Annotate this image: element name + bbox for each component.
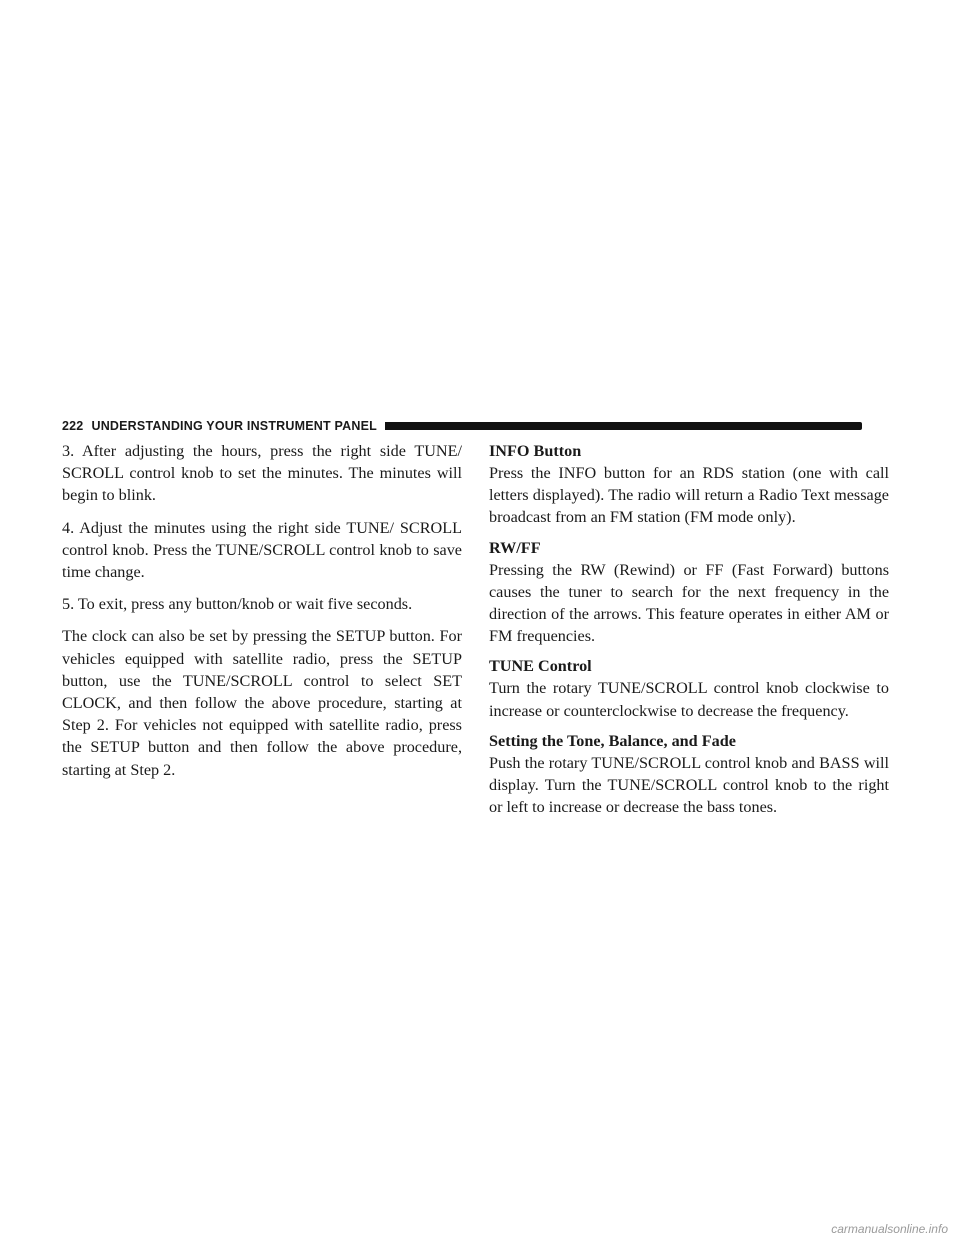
info-button-section (489, 440, 889, 529)
left-column (62, 440, 462, 791)
page-header (62, 417, 862, 435)
page-number: 222 (62, 419, 84, 433)
header-rule (385, 422, 862, 430)
step-3-paragraph: 3. After adjusting the hours, press the right side TUNE/ SCROLL control knob to set the minutes. The minutes will begin to blink. (62, 442, 462, 505)
step-4-paragraph: 4. Adjust the minutes using the right side TUNE/ SCROLL control knob. Press the TUNE/SCROLL control knob to save time change. (62, 518, 462, 582)
section-text: Push the rotary TUNE/SCROLL control knob and BASS will display. Turn the TUNE/SCROLL control knob to the right or left to increase or decrease the bass tones. (489, 753, 889, 817)
section-heading: Setting the Tone, Balance, and Fade (489, 731, 736, 750)
section-heading: RW/FF (489, 538, 541, 557)
section-text: Pressing the RW (Rewind) or FF (Fast Forward) buttons causes the tuner to search for the next frequency in the direction of the arrows. This feature operates in either AM or FM frequencies. (489, 560, 889, 646)
section-text: Turn the rotary TUNE/SCROLL control knob clockwise to increase or counterclockwise to decrease the frequency. (489, 679, 889, 720)
watermark: carmanualsonline.info (831, 1222, 948, 1236)
tone-balance-fade-section (489, 730, 889, 819)
clock-setup-paragraph: The clock can also be set by pressing the SETUP button. For vehicles equipped with satellite radio, press the SETUP button, use the TUNE/SCROLL control to select SET CLOCK, and then follow the above procedure, starting at Step 2. For vehicles not equipped with satellite radio, press the SETUP button and then follow the above procedure, starting at Step 2. (62, 627, 462, 779)
rw-ff-section (489, 537, 889, 648)
section-heading: INFO Button (489, 442, 582, 460)
section-text: Press the INFO button for an RDS station (one with call letters displayed). The radio will return a Radio Text message broadcast from an FM station (FM mode only). (489, 464, 889, 527)
tune-control-section (489, 655, 889, 721)
step-5-paragraph: 5. To exit, press any button/knob or wait five seconds. (62, 595, 413, 614)
section-heading: TUNE Control (489, 657, 592, 676)
section-title: UNDERSTANDING YOUR INSTRUMENT PANEL (91, 419, 377, 433)
right-column (489, 440, 889, 826)
